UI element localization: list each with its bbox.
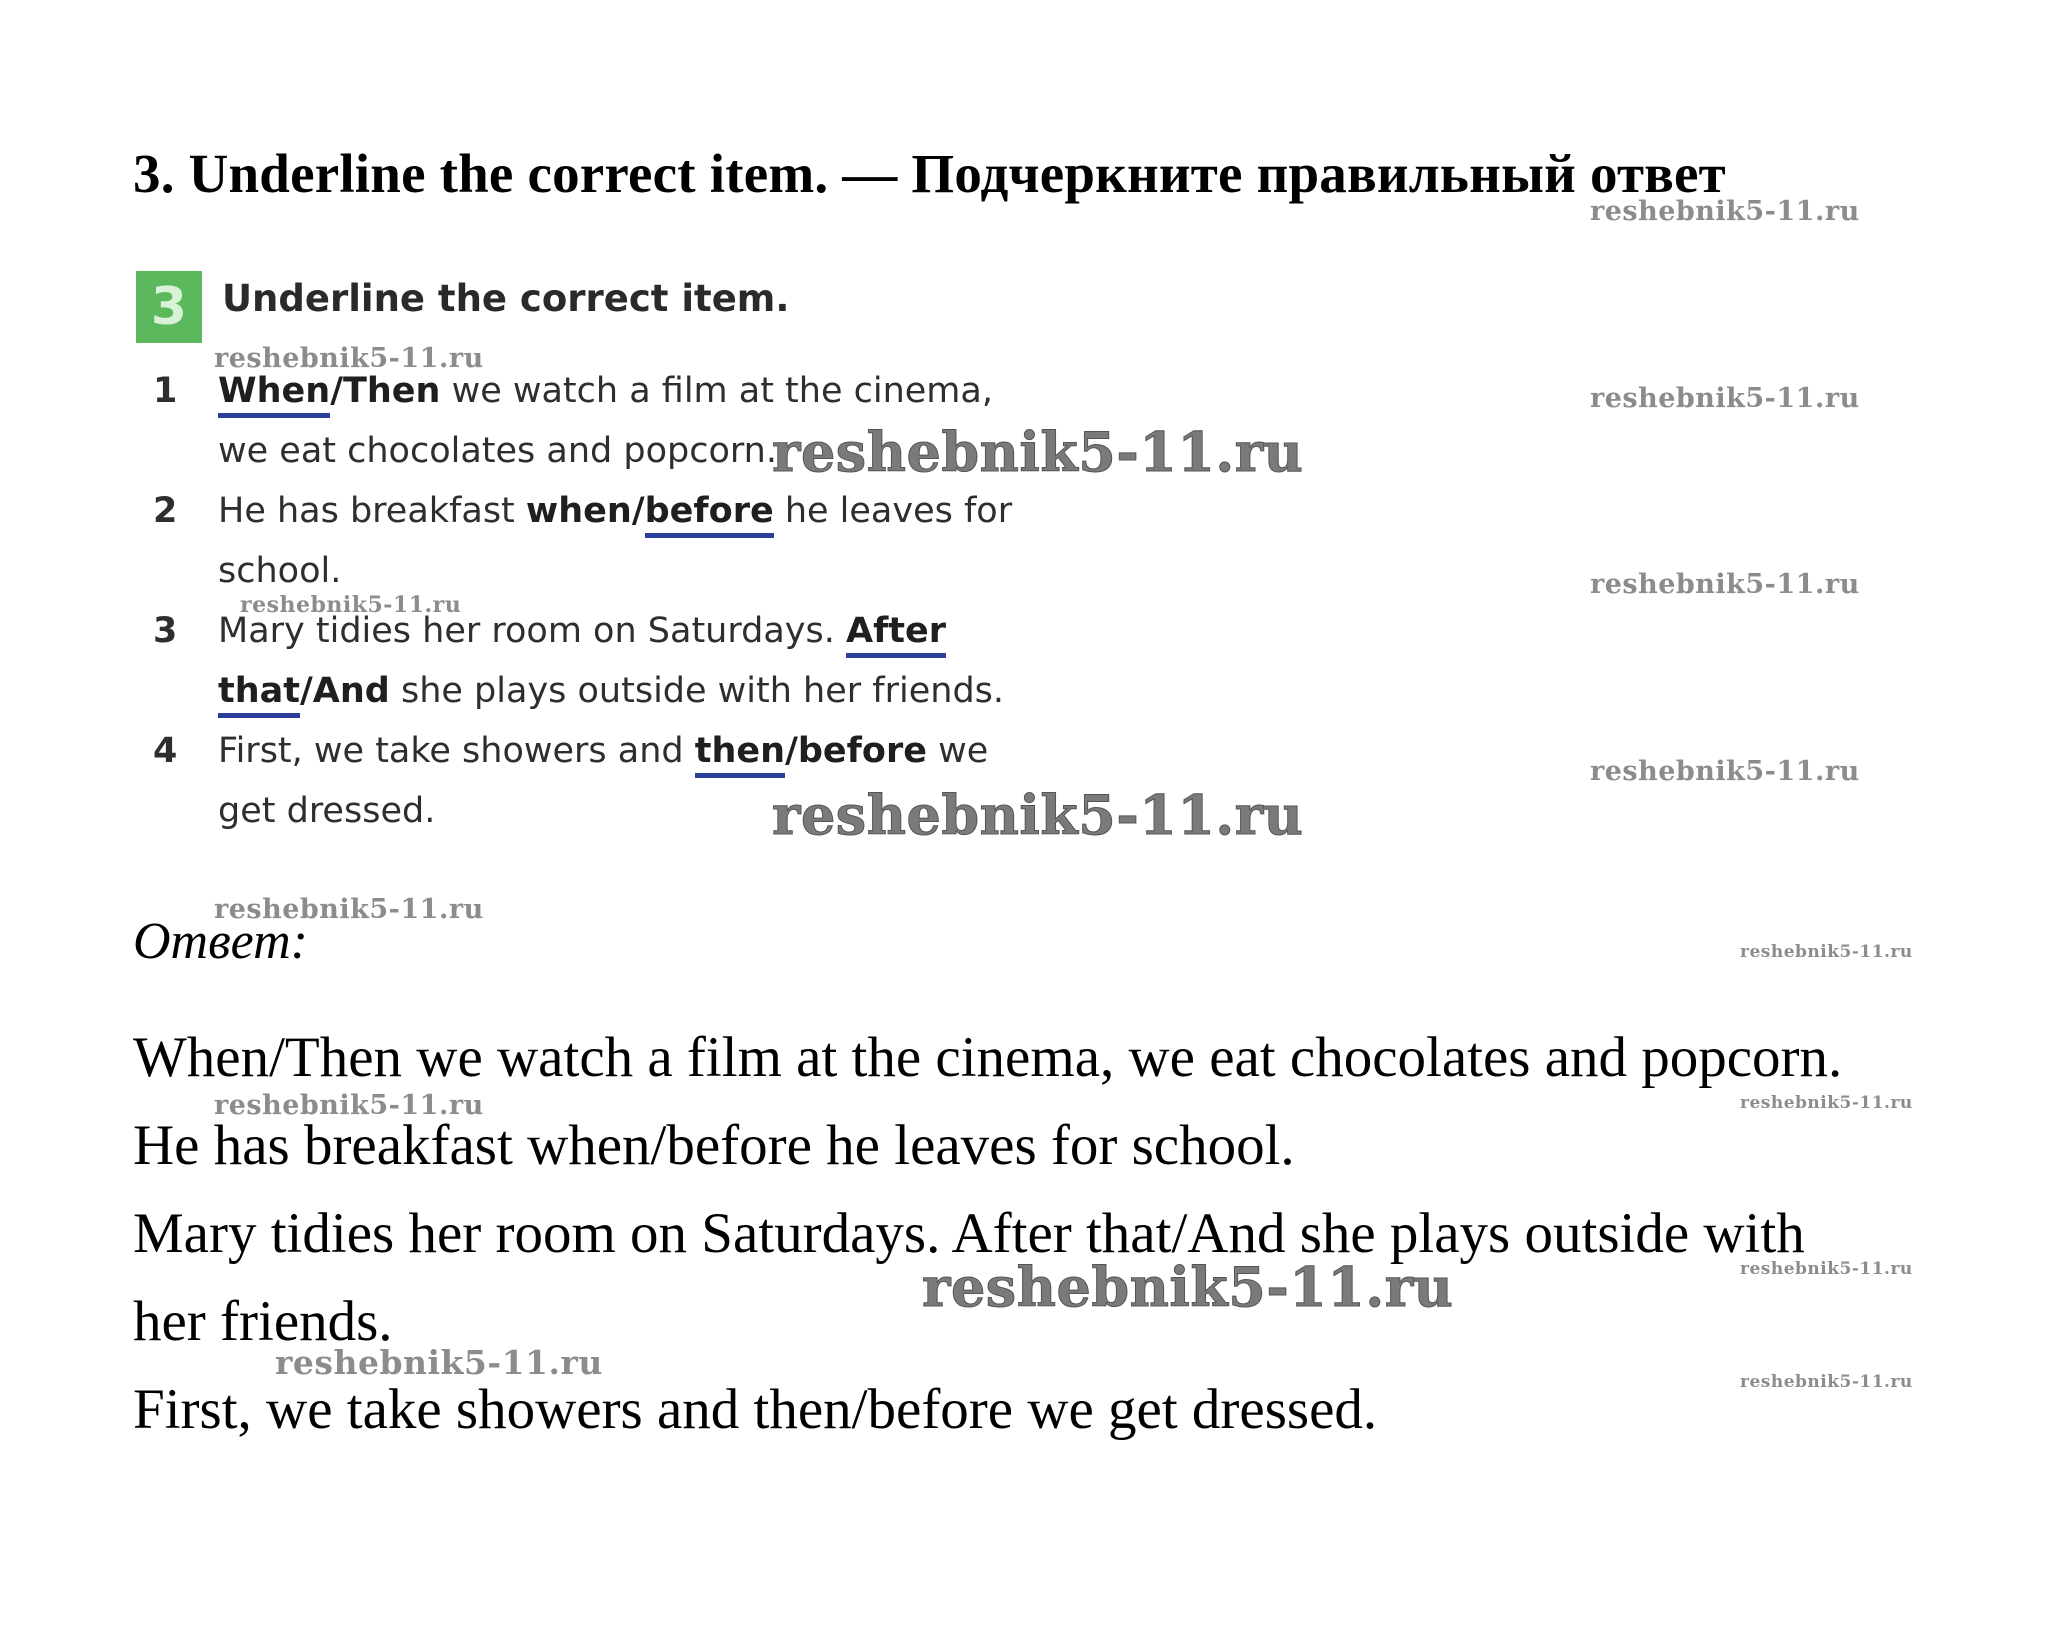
option-separator: / [631,491,645,531]
answer-line: When/Then we watch a film at the cinema, we eat chocolates and popcorn. [133,1026,1843,1089]
watermark: reshebnik5-11.ru [1590,383,1860,414]
item-text: we watch a film at the cinema, [440,371,993,411]
answer-line: First, we take showers and then/before we get dressed. [133,1378,1378,1441]
watermark: reshebnik5-11.ru [240,592,462,618]
item-text: He has breakfast [218,491,526,531]
item-number: 3 [153,611,178,651]
answer-line: He has breakfast when/before he leaves for school. [133,1114,1295,1177]
answer-label: Ответ: [133,913,308,970]
option-separator: / [330,371,343,411]
answer-line: her friends. [133,1290,393,1353]
item-number: 4 [153,731,178,771]
watermark: reshebnik5-11.ru [1740,1372,1913,1392]
underlined-option: When [218,371,330,418]
item-line [218,491,1012,531]
answer-line: Mary tidies her room on Saturdays. After that/And she plays outside with [133,1202,1805,1265]
underlined-option: before [645,491,774,538]
exercise-number-badge: 3 [136,271,202,343]
underlined-option: After [846,611,946,658]
watermark: reshebnik5-11.ru [1740,1259,1913,1279]
item-line [218,731,988,771]
underlined-option: that [218,671,300,718]
watermark: reshebnik5-11.ru [275,1343,603,1382]
option: Then [342,371,441,411]
option-separator: / [785,731,798,771]
watermark: reshebnik5-11.ru [922,1255,1454,1319]
exercise-instruction: Underline the correct item. [222,277,790,320]
watermark: reshebnik5-11.ru [772,783,1304,847]
page-title: 3. Underline the correct item. — Подчеркните правильный ответ [133,143,1726,204]
watermark: reshebnik5-11.ru [1740,942,1913,962]
item-text: she plays outside with her friends. [389,671,1005,711]
item-number: 2 [153,491,178,531]
option-separator: / [300,671,313,711]
watermark: reshebnik5-11.ru [214,343,484,374]
item-line [218,671,1004,711]
item-text: he leaves for [773,491,1013,531]
watermark: reshebnik5-11.ru [214,894,484,925]
item-text: Mary tidies her room on Saturdays. [218,611,846,651]
watermark: reshebnik5-11.ru [1740,1093,1913,1113]
watermark: reshebnik5-11.ru [772,420,1304,484]
item-line: school. [218,551,342,591]
item-line [218,371,993,411]
option: when [525,491,632,531]
underlined-option: then [695,731,785,778]
option: before [797,731,927,771]
watermark: reshebnik5-11.ru [1590,196,1860,227]
watermark: reshebnik5-11.ru [1590,756,1860,787]
option: And [312,671,390,711]
item-line: get dressed. [218,791,436,831]
watermark: reshebnik5-11.ru [1590,569,1860,600]
item-text: First, we take showers and [218,731,695,771]
item-line: we eat chocolates and popcorn. [218,431,777,471]
watermark: reshebnik5-11.ru [214,1090,484,1121]
item-text: we [926,731,989,771]
item-number: 1 [153,371,178,411]
